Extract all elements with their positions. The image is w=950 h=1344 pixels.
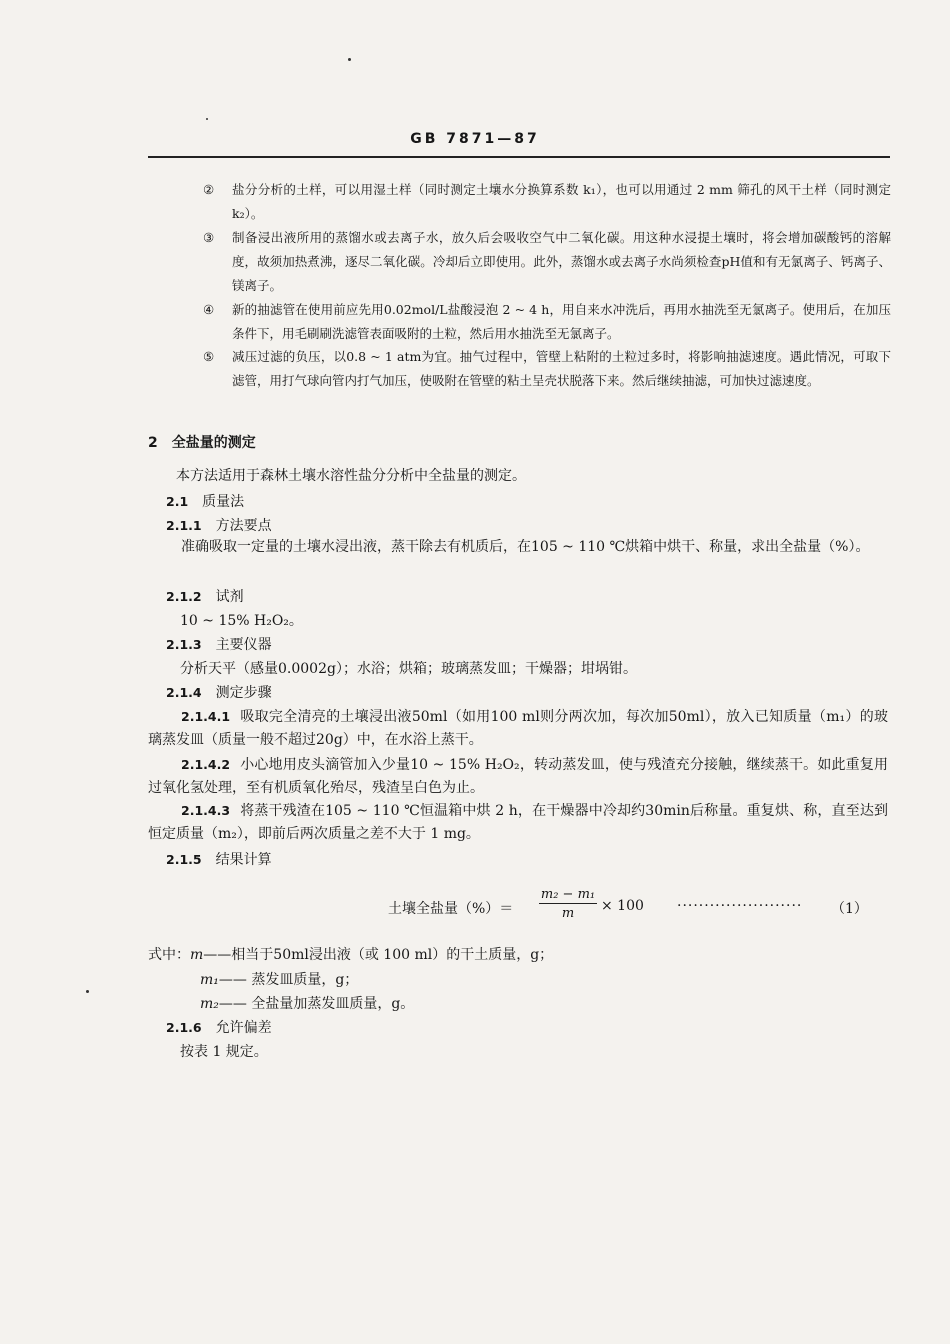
symbol-description: ——相当于50ml浸出液（或 100 ml）的干土质量，g； bbox=[203, 947, 554, 963]
section-2-intro: 本方法适用于森林土壤水溶性盐分分析中全盐量的测定。 bbox=[176, 468, 526, 484]
section-2-1-6-body: 按表 1 规定。 bbox=[180, 1044, 268, 1060]
note-text: 减压过滤的负压，以0.8 ~ 1 atm为宜。抽气过程中，管壁上粘附的土粒过多时，将影响抽滤速度。遇此情况，可取下滤管，用打气球向管内打气加压，使吸附在管壁的粘土呈壳状脱落下来。然后继续抽滤，可加快过滤速度。 bbox=[232, 349, 891, 388]
section-number: 2.1.2 bbox=[166, 589, 202, 604]
equation-number: （1） bbox=[831, 901, 868, 917]
section-number: 2.1.1 bbox=[166, 518, 202, 533]
symbol-description: —— 全盐量加蒸发皿质量，g。 bbox=[218, 996, 415, 1012]
formula-denominator: m bbox=[561, 906, 575, 921]
where-line-m1 bbox=[200, 969, 358, 989]
section-title: 方法要点 bbox=[215, 518, 272, 534]
step-text: 将蒸干残渣在105 ~ 110 ℃恒温箱中烘 2 h，在干燥器中冷却约30min后称量。重复烘、称，直至达到恒定质量（m₂），即前后两次质量之差不大于 1 mg。 bbox=[148, 803, 888, 842]
symbol: m₁ bbox=[200, 972, 219, 988]
step-text: 吸取完全清亮的土壤浸出液50ml（如用100 ml则分两次加，每次加50ml），放入已知质量（m₁）的玻璃蒸发皿（质量一般不超过20g）中，在水浴上蒸干。 bbox=[148, 709, 888, 748]
section-title: 测定步骤 bbox=[215, 685, 272, 701]
section-title: 主要仪器 bbox=[215, 637, 272, 653]
formula-multiplier: × 100 bbox=[601, 898, 644, 914]
symbol: m₂ bbox=[200, 996, 219, 1012]
section-2-1-1-body: 准确吸取一定量的土壤水浸出液，蒸干除去有机质后，在105 ~ 110 ℃烘箱中烘干、称量，求出全盐量（%）。 bbox=[181, 539, 870, 555]
step-2-1-4-2 bbox=[148, 753, 888, 800]
section-number: 2.1.4 bbox=[166, 685, 202, 700]
section-number: 2.1 bbox=[166, 494, 189, 509]
formula-numerator: m₂ − m₁ bbox=[540, 887, 596, 902]
section-2-1-5-heading bbox=[166, 849, 272, 869]
header-rule bbox=[148, 156, 890, 158]
note-number: ④ bbox=[203, 302, 215, 317]
scan-speck bbox=[348, 58, 351, 61]
note-number: ③ bbox=[203, 230, 215, 245]
where-line-m2 bbox=[200, 993, 414, 1013]
note-text: 新的抽滤管在使用前应先用0.02mol/L盐酸浸泡 2 ~ 4 h，用自来水冲洗后，再用水抽洗至无氯离子。使用后，在加压条件下，用毛刷刷洗滤管表面吸附的土粒，然后用水抽洗至无氯离子。 bbox=[232, 302, 891, 341]
note-number: ② bbox=[203, 182, 215, 197]
formula-lhs: 土壤全盐量（%）＝ bbox=[388, 901, 514, 917]
section-number: 2.1.5 bbox=[166, 852, 202, 867]
section-2-1-4-heading bbox=[166, 682, 272, 702]
formula-leader-dots: ······················· bbox=[677, 898, 803, 914]
section-2-1-3-body: 分析天平（感量0.0002g）；水浴；烘箱；玻璃蒸发皿；干燥器；坩埚钳。 bbox=[180, 661, 637, 677]
section-2-1-1-heading bbox=[166, 515, 272, 535]
section-title: 试剂 bbox=[215, 589, 244, 605]
scan-speck bbox=[206, 118, 208, 120]
symbol-description: —— 蒸发皿质量，g； bbox=[218, 972, 359, 988]
section-2-1-2-heading bbox=[166, 586, 244, 606]
note-number: ⑤ bbox=[203, 349, 215, 364]
section-number: 2.1.4.3 bbox=[181, 803, 231, 818]
note-text: 盐分分析的土样，可以用湿土样（同时测定土壤水分换算系数 k₁），也可以用通过 2 mm 筛孔的风干土样（同时测定k₂）。 bbox=[232, 182, 891, 221]
note-text: 制备浸出液所用的蒸馏水或去离子水，放久后会吸收空气中二氧化碳。用这种水浸提土壤时，将会增加碳酸钙的溶解度，故须加热煮沸，逐尽二氧化碳。冷却后立即使用。此外，蒸馏水或去离子水尚须检查pH值和有无氯离子、钙离子、镁离子。 bbox=[232, 230, 891, 293]
step-2-1-4-1 bbox=[148, 705, 888, 752]
note-3 bbox=[203, 226, 891, 298]
section-title: 结果计算 bbox=[215, 852, 272, 868]
scan-speck bbox=[86, 990, 89, 993]
total-salt-formula bbox=[388, 887, 888, 927]
section-2-1-heading bbox=[166, 491, 244, 511]
symbol: m bbox=[190, 947, 204, 963]
section-2-1-3-heading bbox=[166, 634, 272, 654]
formula-fraction bbox=[539, 887, 597, 921]
section-number: 2.1.4.1 bbox=[181, 709, 231, 724]
section-2-1-6-heading bbox=[166, 1017, 272, 1037]
step-text: 小心地用皮头滴管加入少量10 ~ 15% H₂O₂，转动蒸发皿，使与残渣充分接触，继续蒸干。如此重复用过氧化氢处理，至有机质氧化殆尽，残渣呈白色为止。 bbox=[148, 757, 888, 796]
step-2-1-4-3 bbox=[148, 799, 888, 846]
section-2-heading: 2 全盐量的测定 bbox=[148, 435, 256, 451]
section-2-1-2-body: 10 ~ 15% H₂O₂。 bbox=[180, 613, 303, 629]
note-4 bbox=[203, 298, 891, 346]
section-title: 质量法 bbox=[202, 494, 245, 510]
note-5 bbox=[203, 345, 891, 393]
note-2 bbox=[203, 178, 891, 226]
standard-code-header: GB 7871—87 bbox=[410, 131, 540, 147]
section-title: 允许偏差 bbox=[215, 1020, 272, 1036]
section-number: 2.1.4.2 bbox=[181, 757, 231, 772]
where-line-m bbox=[148, 944, 553, 964]
section-number: 2.1.3 bbox=[166, 637, 202, 652]
section-number: 2.1.6 bbox=[166, 1020, 202, 1035]
where-prefix: 式中： bbox=[148, 947, 190, 963]
